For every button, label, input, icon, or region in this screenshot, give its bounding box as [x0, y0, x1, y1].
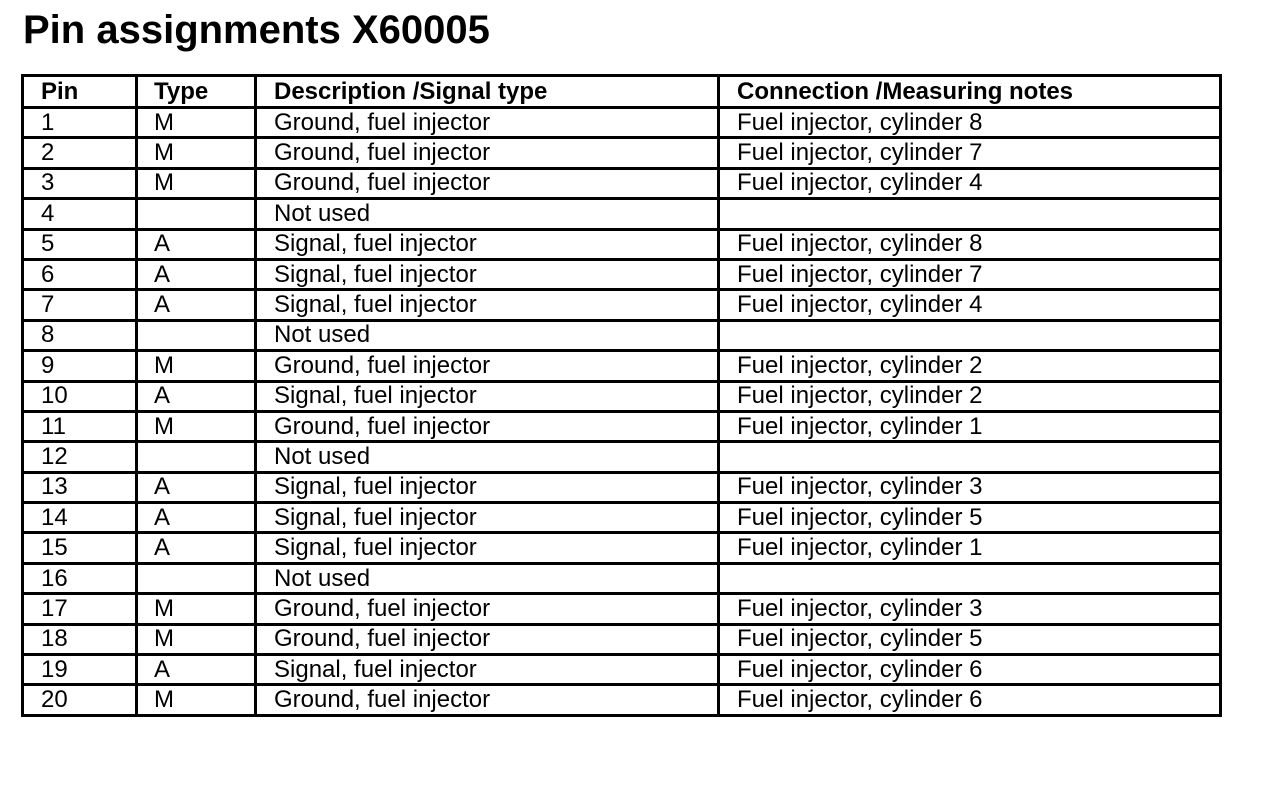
cell-description: Signal, fuel injector: [256, 381, 719, 411]
table-row: [23, 199, 1221, 229]
cell-connection: Fuel injector, cylinder 8: [719, 108, 1221, 138]
cell-description: Ground, fuel injector: [256, 351, 719, 381]
cell-pin: 6: [23, 259, 137, 289]
table-row: [23, 259, 1221, 289]
cell-connection: Fuel injector, cylinder 5: [719, 503, 1221, 533]
cell-pin: 4: [23, 199, 137, 229]
cell-description: Not used: [256, 563, 719, 593]
table-body: [23, 108, 1221, 716]
cell-connection: Fuel injector, cylinder 4: [719, 168, 1221, 198]
cell-description: Ground, fuel injector: [256, 594, 719, 624]
table-row: [23, 594, 1221, 624]
cell-type: M: [137, 411, 256, 441]
cell-pin: 5: [23, 229, 137, 259]
cell-pin: 8: [23, 320, 137, 350]
table-row: [23, 138, 1221, 168]
cell-type: [137, 442, 256, 472]
cell-connection: Fuel injector, cylinder 2: [719, 351, 1221, 381]
cell-connection: Fuel injector, cylinder 3: [719, 594, 1221, 624]
table-row: [23, 351, 1221, 381]
cell-connection: Fuel injector, cylinder 6: [719, 685, 1221, 715]
cell-description: Signal, fuel injector: [256, 290, 719, 320]
table-row: [23, 563, 1221, 593]
cell-connection: [719, 563, 1221, 593]
header-connection: Connection /Measuring notes: [719, 76, 1221, 108]
cell-pin: 13: [23, 472, 137, 502]
cell-type: A: [137, 381, 256, 411]
cell-type: [137, 320, 256, 350]
cell-type: A: [137, 503, 256, 533]
cell-type: M: [137, 685, 256, 715]
cell-pin: 1: [23, 108, 137, 138]
cell-pin: 16: [23, 563, 137, 593]
cell-pin: 7: [23, 290, 137, 320]
cell-type: M: [137, 108, 256, 138]
cell-description: Signal, fuel injector: [256, 229, 719, 259]
cell-connection: Fuel injector, cylinder 1: [719, 533, 1221, 563]
cell-pin: 11: [23, 411, 137, 441]
cell-type: [137, 563, 256, 593]
cell-description: Ground, fuel injector: [256, 624, 719, 654]
cell-description: Signal, fuel injector: [256, 533, 719, 563]
cell-description: Not used: [256, 199, 719, 229]
cell-type: M: [137, 138, 256, 168]
cell-connection: [719, 320, 1221, 350]
cell-type: A: [137, 229, 256, 259]
cell-connection: Fuel injector, cylinder 1: [719, 411, 1221, 441]
cell-pin: 12: [23, 442, 137, 472]
cell-pin: 19: [23, 655, 137, 685]
cell-type: M: [137, 351, 256, 381]
cell-type: A: [137, 472, 256, 502]
table-row: [23, 442, 1221, 472]
cell-connection: [719, 199, 1221, 229]
cell-pin: 14: [23, 503, 137, 533]
cell-description: Not used: [256, 442, 719, 472]
cell-pin: 2: [23, 138, 137, 168]
table-row: [23, 108, 1221, 138]
cell-pin: 15: [23, 533, 137, 563]
cell-connection: Fuel injector, cylinder 3: [719, 472, 1221, 502]
cell-description: Ground, fuel injector: [256, 411, 719, 441]
table-row: [23, 472, 1221, 502]
cell-type: [137, 199, 256, 229]
cell-pin: 18: [23, 624, 137, 654]
cell-pin: 9: [23, 351, 137, 381]
header-type: Type: [137, 76, 256, 108]
cell-type: A: [137, 290, 256, 320]
cell-type: A: [137, 655, 256, 685]
cell-type: A: [137, 259, 256, 289]
cell-description: Signal, fuel injector: [256, 503, 719, 533]
table-row: [23, 381, 1221, 411]
cell-connection: Fuel injector, cylinder 7: [719, 138, 1221, 168]
cell-description: Not used: [256, 320, 719, 350]
table-row: [23, 533, 1221, 563]
pin-assignment-table: [21, 74, 1222, 717]
cell-description: Ground, fuel injector: [256, 685, 719, 715]
table-row: [23, 168, 1221, 198]
cell-pin: 3: [23, 168, 137, 198]
cell-type: M: [137, 594, 256, 624]
cell-type: A: [137, 533, 256, 563]
cell-pin: 17: [23, 594, 137, 624]
cell-connection: Fuel injector, cylinder 6: [719, 655, 1221, 685]
cell-connection: Fuel injector, cylinder 7: [719, 259, 1221, 289]
cell-type: M: [137, 624, 256, 654]
cell-connection: [719, 442, 1221, 472]
table-row: [23, 229, 1221, 259]
header-description: Description /Signal type: [256, 76, 719, 108]
cell-connection: Fuel injector, cylinder 5: [719, 624, 1221, 654]
table-header-row: [23, 76, 1221, 108]
header-pin: Pin: [23, 76, 137, 108]
table-row: [23, 624, 1221, 654]
table-row: [23, 290, 1221, 320]
table-row: [23, 503, 1221, 533]
table-row: [23, 411, 1221, 441]
cell-description: Ground, fuel injector: [256, 108, 719, 138]
page-title: Pin assignments X60005: [23, 8, 490, 52]
cell-connection: Fuel injector, cylinder 8: [719, 229, 1221, 259]
cell-connection: Fuel injector, cylinder 2: [719, 381, 1221, 411]
cell-connection: Fuel injector, cylinder 4: [719, 290, 1221, 320]
cell-pin: 10: [23, 381, 137, 411]
cell-pin: 20: [23, 685, 137, 715]
cell-type: M: [137, 168, 256, 198]
table-row: [23, 655, 1221, 685]
cell-description: Ground, fuel injector: [256, 168, 719, 198]
cell-description: Signal, fuel injector: [256, 472, 719, 502]
cell-description: Signal, fuel injector: [256, 259, 719, 289]
table-row: [23, 685, 1221, 715]
cell-description: Signal, fuel injector: [256, 655, 719, 685]
cell-description: Ground, fuel injector: [256, 138, 719, 168]
table-row: [23, 320, 1221, 350]
